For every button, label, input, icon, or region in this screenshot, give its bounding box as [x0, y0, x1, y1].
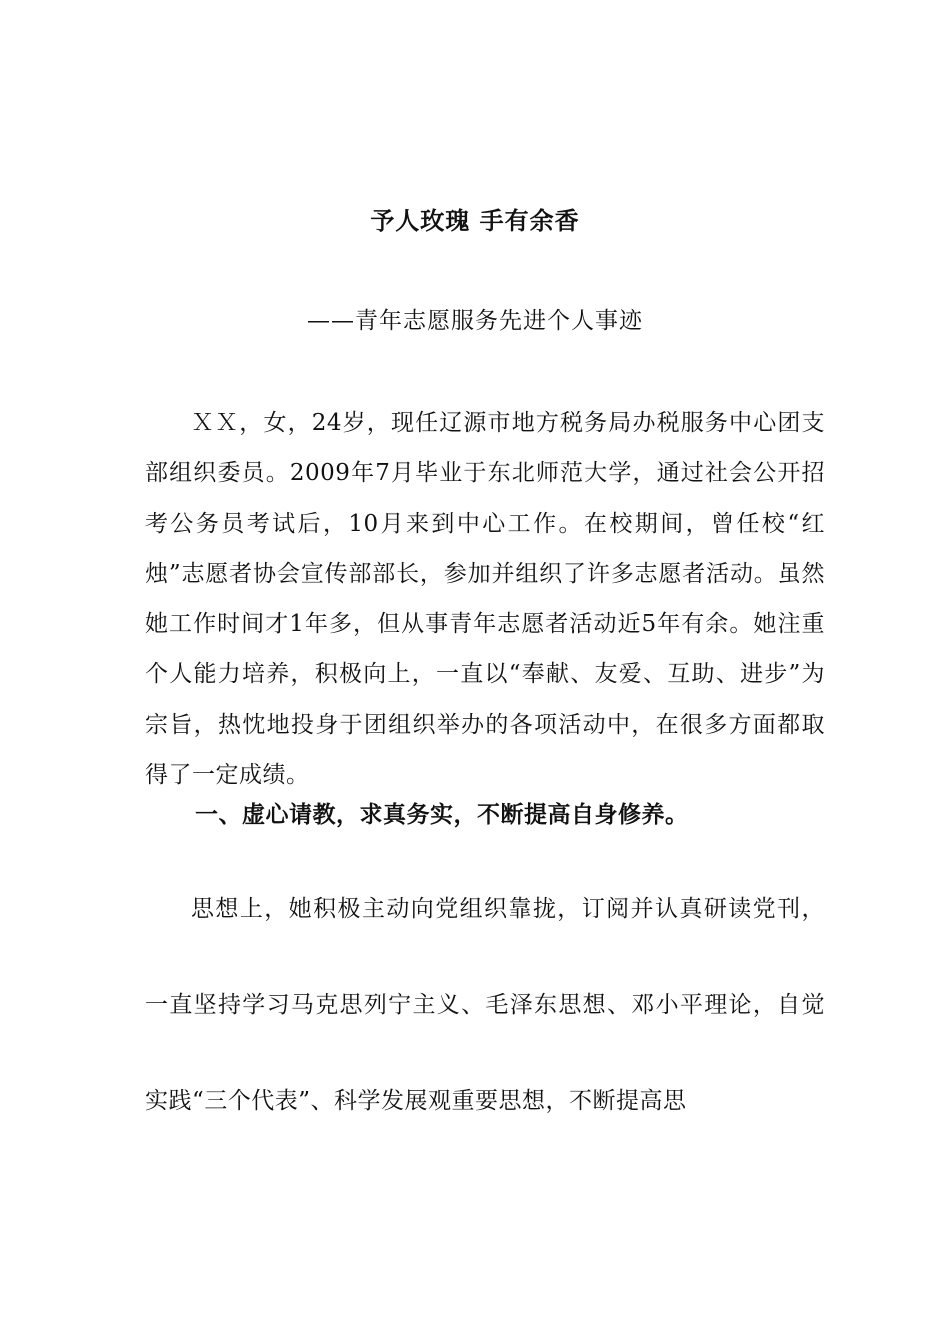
body-paragraph: 思想上，她积极主动向党组织靠拢，订阅并认真研读党刊，一直坚持学习马克思列宁主义、毛泽东思想、邓小平理论，自觉实践“三个代表”、科学发展观重要思想，不断提高思 [145, 896, 825, 1114]
body-paragraph: ＸＸ，女，24岁，现任辽源市地方税务局办税服务中心团支部组织委员。2009年7月毕业于东北师范大学，通过社会公开招考公务员考试后，10月来到中心工作。在校期间，曾任校“红烛”志愿者协会宣传部部长，参加并组织了许多志愿者活动。虽然她工作时间才1年多，但从事青年志愿者活动近5年有余。她注重个人能力培养，积极向上，一直以“奉献、友爱、互助、进步”为宗旨，热忱地投身于团组织举办的各项活动中，在很多方面都取得了一定成绩。 [145, 410, 825, 789]
section-heading: 一、虚心请教，求真务实，不断提高自身修养。 [195, 802, 689, 828]
document-subtitle: ——青年志愿服务先进个人事迹 [307, 308, 643, 334]
document-title: 予人玫瑰 手有余香 [370, 207, 580, 235]
